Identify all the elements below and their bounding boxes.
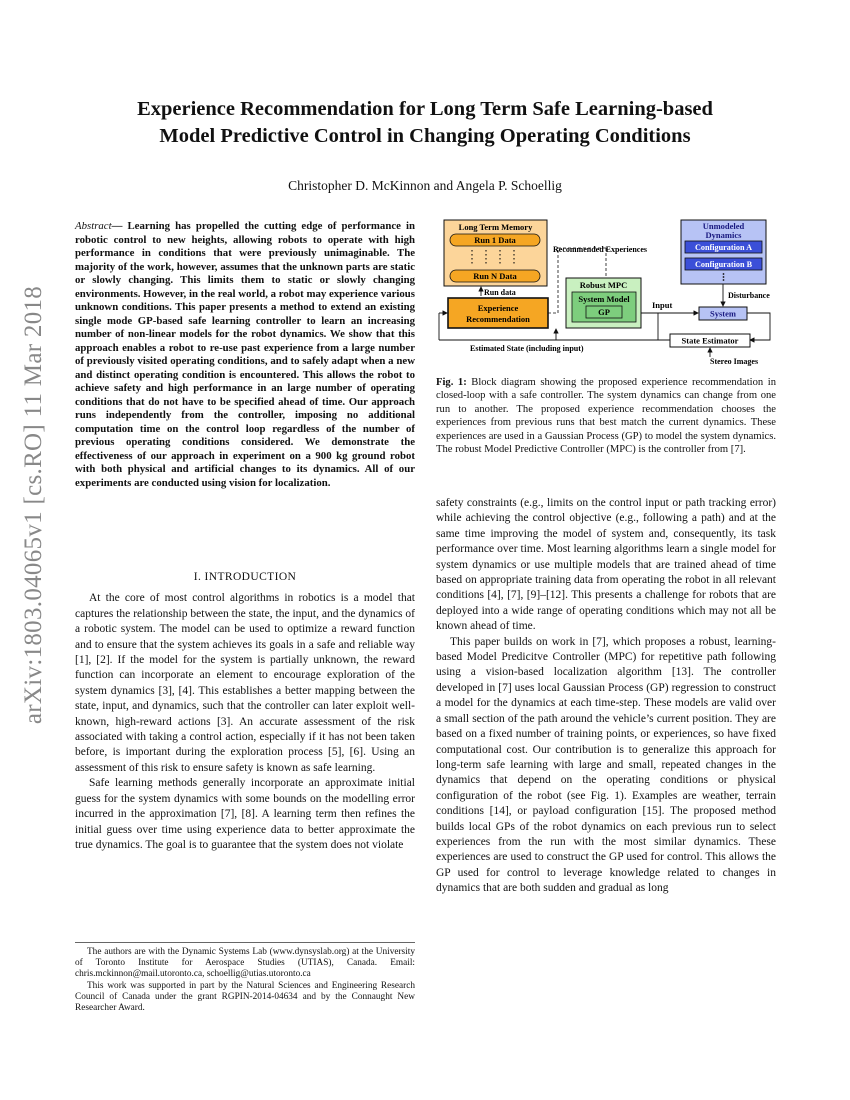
state-estimator-block [670,334,750,347]
state-estimator-label: State Estimator [681,335,739,346]
unmodeled-line-1: Unmodeled [702,221,745,231]
right-column-text [436,496,776,897]
right-paragraph-1: safety constraints (e.g., limits on the control input or path tracking error) while achieving the control objective (e.g., following a path) and at the same time improving the model of system and, consequently, its task performance over time. Most learning algorithms learn a single model for system dynamics or use multiple models that are trained ahead of time based on appropriate training data from operating the robot in all relevant conditions [4], [7], [9]–[12]. This presents a challenge for robots that are deployed into a wide range of operating conditions which may not all be known ahead of time. [436,497,776,633]
title-line-1: Experience Recommendation for Long Term Safe Learning-based [137,98,713,120]
long-term-memory-block [444,220,547,286]
arxiv-stamp-text: arXiv:1803.04065v1 [cs.RO] 11 Mar 2018 [20,285,47,725]
arxiv-side-stamp [14,270,54,740]
footnote [75,942,415,1014]
robust-mpc-title: Robust MPC [579,280,628,290]
figure-1-caption [436,376,776,456]
intro-paragraph-1: At the core of most control algorithms in robotics is a model that captures the relationship between the state, the input, and the dynamics of a robotic system. The model can be used to optimize a reward function and to ensure that the system achieves its goals in a safe and reliable way [1], [2]. If the model for the system is partially unknown, the reward function can incorporate an element to encourage exploration of the system dynamics [3], [4]. This establishes a better mapping between the state, input, and dynamics, such that the controller can later exploit well-known, high-reward actions [3]. An accurate assessment of the risk associated with taking a control action, especially if it has not been taken before, is important during the exploration process [5], [6]. Using an assessment of this risk to ensure safety is known as safe learning. [75,592,415,774]
input-label: Input [652,300,673,310]
stereo-images-label: Stereo Images [710,357,759,366]
configuration-b: Configuration B [694,260,753,269]
unmodeled-line-2: Dynamics [705,230,742,240]
run-data-label: Run data [484,288,516,297]
system-model-label: System Model [578,294,630,304]
gp-label: GP [598,307,610,317]
recommended-experiences-label: Recommended Experiences [553,245,647,254]
system-label: System [710,308,736,319]
experience-recommendation-block [448,298,548,328]
footnote-affiliation: The authors are with the Dynamic Systems Lab (www.dynsyslab.org) at the University of Toronto Institute for Aerospace Studies (UTIAS), Canada. Email: chris.mckinnon@mail.utoronto.ca, schoellig@utias.utoronto.ca [75,947,415,980]
title-line-2: Model Predictive Control in Changing Operating Conditions [159,125,691,147]
run-1-data: Run 1 Data [474,235,516,245]
abstract-text: — Learning has propelled the cutting edge of performance in robotic control to new heights, allowing robots to operate with high performance in conditions that were previously unimaginable. The majority of the work, however, assumes that the unknown parts are static or slowly changing. This limits them to static or slowly changing environments. However, in the real world, a robot may experience various unknown conditions. This paper presents a method to extend an existing single mode GP-based safe learning controller to learn an increasing number of non-linear models for the robot dynamics. We show that this approach enables a robot to re-use past experience from a large number of previously visited operating conditions, and to safely adapt when a new and distinct operating condition is encountered. This allows the robot to achieve safety and high performance in an large number of operating conditions that do not have to be specified ahead of time. Our approach runs independently from the controller, imposing no additional computation time on the control loop regardless of the number of previous operating conditions considered. We demonstrate the effectiveness of our approach in experiment on a 900 kg ground robot with both physical and artificial changes to its dynamics. All of our experiments are conducted using vision for localization. [75,220,415,489]
unmodeled-dynamics-block [681,220,766,284]
configuration-a: Configuration A [694,243,753,252]
exp-rec-line-2: Recommendation [466,314,530,324]
abstract [75,220,415,490]
intro-paragraph-2: Safe learning methods generally incorporate an approximate initial guess for the system dynamics with some bounds on the modelling error incurred in the approximation [7], [8]. A learning term then refines the initial guess over time using experience data to better approximate the true dynamics. The goal is to guarantee that the system does not violate [75,777,415,851]
introduction-section [75,560,415,853]
figure-1-block-diagram [436,216,781,368]
robust-mpc-block [566,278,641,328]
abstract-label: Abstract [75,220,112,232]
system-block [699,307,747,320]
caption-label: Fig. 1: [436,377,467,388]
ltm-title: Long Term Memory [458,222,533,232]
exp-rec-line-1: Experience [477,303,519,313]
author-list: Christopher D. McKinnon and Angela P. Schoellig [288,178,562,193]
footnote-funding: This work was supported in part by the Natural Sciences and Engineering Research Council of Canada under the grant RGPIN-2014-04634 and by the Connaught New Researcher Award. [75,980,415,1014]
estimated-state-label: Estimated State (including input) [470,344,584,353]
disturbance-label: Disturbance [728,291,770,300]
run-n-data: Run N Data [473,271,517,281]
paper-title [60,96,790,150]
right-paragraph-2: This paper builds on work in [7], which proposes a robust, learning-based Model Predicitve Controller (MPC) for repetitive path following using a vision-based localization algorithm [13]. The controller developed in [7] uses local Gaussian Process (GP) regression to construct a model for the dynamics at each time-step. These models are valid over a small section of the path around the vehicle’s current position. They are based on a fixed number of training points, or experiences, so have fixed computational cost. Our contribution is to generalize this approach for long-term safe learning with large and small, repeated changes in the dynamics that depend on the operating conditions or physical configuration of the robot (see Fig. 1). Examples are weather, terrain conditions [14], or payload configuration [15]. The proposed method builds local GPs of the robot dynamics on each previous run to select experiences from the run with the most similar dynamics. These experiences are used to construct the GP used for control. This allows the GP used for control to leverage knowledge related to changes in dynamics that are both sudden and gradual as long [436,635,776,895]
caption-text: Block diagram showing the proposed experience recommendation in closed-loop with a safe controller. The system dynamics can change from one run to another. The proposed experience recommendation chooses the experiences from previous runs that best match the current dynamics. These experiences are used in a Gaussian Process (GP) to model the system dynamics. The robust Model Predictive Controller (MPC) is the controller from [7]. [436,377,776,456]
section-heading: I. INTRODUCTION [193,571,297,583]
